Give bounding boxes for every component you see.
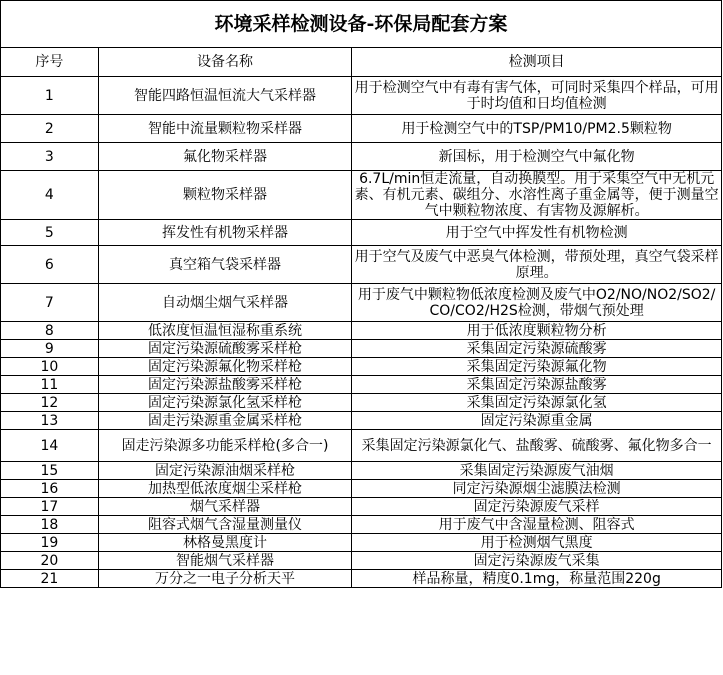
table-row (1, 376, 722, 394)
table-title[interactable]: 环境采样检测设备-环保局配套方案 (1, 1, 722, 48)
cell-num[interactable]: 7 (1, 284, 99, 322)
cell-device-name[interactable]: 固定污染源硫酸雾采样枪 (98, 340, 352, 358)
cell-num[interactable]: 15 (1, 462, 99, 480)
cell-device-name[interactable]: 低浓度恒温恒湿称重系统 (98, 322, 352, 340)
cell-device-name[interactable]: 固定污染源氯化氢采样枪 (98, 394, 352, 412)
cell-num[interactable]: 11 (1, 376, 99, 394)
cell-num[interactable]: 4 (1, 171, 99, 220)
header-num[interactable]: 序号 (1, 48, 99, 77)
cell-test-items[interactable]: 用于检测空气中有毒有害气体，可同时采集四个样品，可用于时均值和日均值检测 (352, 77, 722, 115)
cell-test-items[interactable]: 6.7L/min恒走流量，自动换膜型。用于采集空气中无机元素、有机元素、碳组分、水溶性离子重金属等，便于测量空气中颗粒物浓度、有害物及源解析。 (352, 171, 722, 220)
cell-test-items[interactable]: 用于检测空气中的TSP/PM10/PM2.5颗粒物 (352, 115, 722, 143)
table-row (1, 220, 722, 246)
table-row (1, 284, 722, 322)
table-row (1, 462, 722, 480)
header-name[interactable]: 设备名称 (98, 48, 352, 77)
cell-device-name[interactable]: 颗粒物采样器 (98, 171, 352, 220)
cell-test-items[interactable]: 采集固定污染源硫酸雾 (352, 340, 722, 358)
cell-num[interactable]: 1 (1, 77, 99, 115)
cell-test-items[interactable]: 固定污染源废气采集 (352, 552, 722, 570)
cell-device-name[interactable]: 烟气采样器 (98, 498, 352, 516)
table-row (1, 480, 722, 498)
cell-device-name[interactable]: 固走污染源多功能采样枪(多合一) (98, 430, 352, 462)
cell-test-items[interactable]: 用于废气中含湿量检测、阻容式 (352, 516, 722, 534)
cell-num[interactable]: 14 (1, 430, 99, 462)
header-items[interactable]: 检测项目 (352, 48, 722, 77)
table-row (1, 77, 722, 115)
cell-device-name[interactable]: 真空箱气袋采样器 (98, 246, 352, 284)
cell-test-items[interactable]: 同定污染源烟尘滤膜法检测 (352, 480, 722, 498)
cell-test-items[interactable]: 固定污染源重金属 (352, 412, 722, 430)
cell-num[interactable]: 8 (1, 322, 99, 340)
cell-test-items[interactable]: 采集固定污染源废气油烟 (352, 462, 722, 480)
cell-test-items[interactable]: 样品称量，精度0.1mg，称量范围220g (352, 570, 722, 588)
cell-device-name[interactable]: 固定污染源油烟采样枪 (98, 462, 352, 480)
cell-device-name[interactable]: 固走污染源重金属采样枪 (98, 412, 352, 430)
table-row (1, 552, 722, 570)
cell-num[interactable]: 16 (1, 480, 99, 498)
cell-device-name[interactable]: 固定污染源盐酸雾采样枪 (98, 376, 352, 394)
cell-num[interactable]: 20 (1, 552, 99, 570)
cell-device-name[interactable]: 智能烟气采样器 (98, 552, 352, 570)
cell-num[interactable]: 2 (1, 115, 99, 143)
cell-test-items[interactable]: 用于废气中颗粒物低浓度检测及废气中O2/NO/NO2/SO2/CO/CO2/H2S检测，带烟气预处理 (352, 284, 722, 322)
header-row (1, 48, 722, 77)
cell-num[interactable]: 6 (1, 246, 99, 284)
table-row (1, 394, 722, 412)
cell-num[interactable]: 5 (1, 220, 99, 246)
cell-test-items[interactable]: 用于空气中挥发性有机物检测 (352, 220, 722, 246)
cell-test-items[interactable]: 用于空气及废气中恶臭气体检测，带预处理，真空气袋采样原理。 (352, 246, 722, 284)
cell-device-name[interactable]: 林格曼黑度计 (98, 534, 352, 552)
cell-num[interactable]: 18 (1, 516, 99, 534)
cell-test-items[interactable]: 固定污染源废气采样 (352, 498, 722, 516)
cell-device-name[interactable]: 自动烟尘烟气采样器 (98, 284, 352, 322)
table-row (1, 430, 722, 462)
cell-device-name[interactable]: 智能中流量颗粒物采样器 (98, 115, 352, 143)
table-row (1, 246, 722, 284)
cell-num[interactable]: 13 (1, 412, 99, 430)
cell-test-items[interactable]: 采集固定污染源氟化物 (352, 358, 722, 376)
cell-num[interactable]: 17 (1, 498, 99, 516)
cell-num[interactable]: 3 (1, 143, 99, 171)
table-row (1, 412, 722, 430)
cell-test-items[interactable]: 新国标，用于检测空气中氟化物 (352, 143, 722, 171)
table-row (1, 115, 722, 143)
cell-test-items[interactable]: 采集固定污染源盐酸雾 (352, 376, 722, 394)
cell-num[interactable]: 9 (1, 340, 99, 358)
cell-device-name[interactable]: 氟化物采样器 (98, 143, 352, 171)
table-row (1, 340, 722, 358)
cell-test-items[interactable]: 采集固定污染源氯化气、盐酸雾、硫酸雾、氟化物多合一 (352, 430, 722, 462)
cell-device-name[interactable]: 挥发性有机物采样器 (98, 220, 352, 246)
table-row (1, 322, 722, 340)
cell-device-name[interactable]: 固定污染源氟化物采样枪 (98, 358, 352, 376)
table-body (1, 77, 722, 588)
cell-device-name[interactable]: 万分之一电子分析天平 (98, 570, 352, 588)
cell-device-name[interactable]: 加热型低浓度烟尘采样枪 (98, 480, 352, 498)
table-row (1, 498, 722, 516)
cell-test-items[interactable]: 用于检测烟气黑度 (352, 534, 722, 552)
table-row (1, 171, 722, 220)
cell-num[interactable]: 21 (1, 570, 99, 588)
cell-num[interactable]: 12 (1, 394, 99, 412)
cell-test-items[interactable]: 用于低浓度颗粒物分析 (352, 322, 722, 340)
table-row (1, 143, 722, 171)
table-row (1, 534, 722, 552)
cell-num[interactable]: 19 (1, 534, 99, 552)
table-row (1, 358, 722, 376)
table-row (1, 516, 722, 534)
cell-device-name[interactable]: 阻容式烟气含湿量测量仪 (98, 516, 352, 534)
cell-num[interactable]: 10 (1, 358, 99, 376)
cell-test-items[interactable]: 采集固定污染源氯化氢 (352, 394, 722, 412)
cell-device-name[interactable]: 智能四路恒温恒流大气采样器 (98, 77, 352, 115)
table-row (1, 570, 722, 588)
